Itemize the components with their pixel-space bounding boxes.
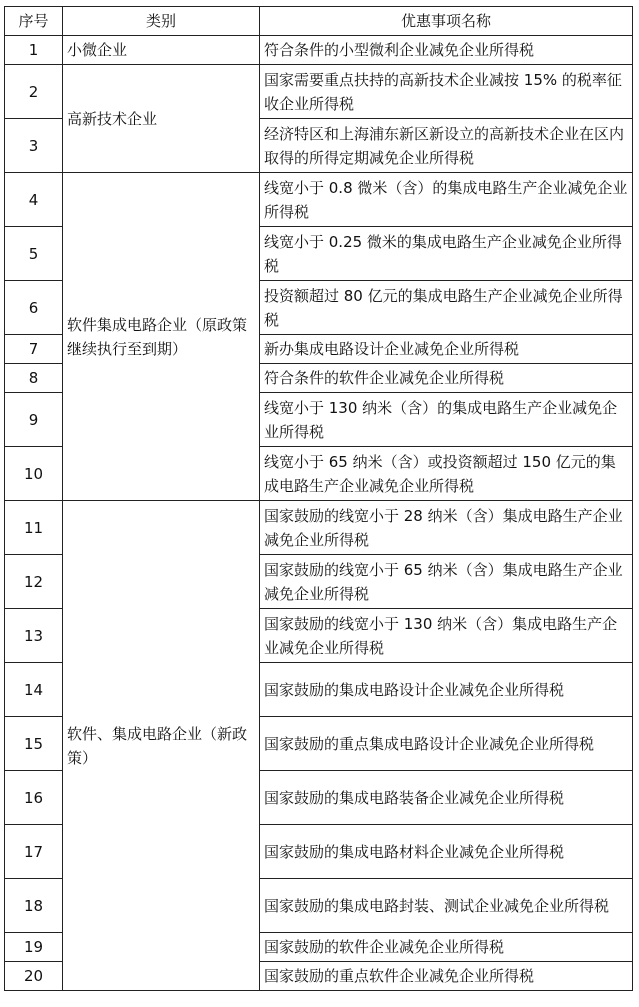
row-seq: 20 [5, 962, 63, 991]
row-name: 线宽小于 130 纳米（含）的集成电路生产企业减免企业所得税 [260, 393, 633, 447]
row-seq: 19 [5, 933, 63, 962]
header-row [5, 7, 633, 36]
row-seq: 4 [5, 173, 63, 227]
row-name: 国家鼓励的重点软件企业减免企业所得税 [260, 962, 633, 991]
row-seq: 17 [5, 825, 63, 879]
category-hightech: 高新技术企业 [63, 65, 260, 173]
row-seq: 11 [5, 501, 63, 555]
row-seq: 10 [5, 447, 63, 501]
row-name: 国家鼓励的线宽小于 65 纳米（含）集成电路生产企业减免企业所得税 [260, 555, 633, 609]
row-name: 国家鼓励的线宽小于 130 纳米（含）集成电路生产企业减免企业所得税 [260, 609, 633, 663]
row-seq: 14 [5, 663, 63, 717]
row-name: 符合条件的小型微利企业减免企业所得税 [260, 36, 633, 65]
row-name: 国家鼓励的线宽小于 28 纳米（含）集成电路生产企业减免企业所得税 [260, 501, 633, 555]
table-row [5, 65, 633, 119]
row-seq: 15 [5, 717, 63, 771]
category-small: 小微企业 [63, 36, 260, 65]
header-seq: 序号 [5, 7, 63, 36]
row-name: 线宽小于 65 纳米（含）或投资额超过 150 亿元的集成电路生产企业减免企业所得税 [260, 447, 633, 501]
table-row [5, 501, 633, 555]
row-name: 国家鼓励的集成电路装备企业减免企业所得税 [260, 771, 633, 825]
header-category: 类别 [63, 7, 260, 36]
row-name: 投资额超过 80 亿元的集成电路生产企业减免企业所得税 [260, 281, 633, 335]
row-name: 经济特区和上海浦东新区新设立的高新技术企业在区内取得的所得定期减免企业所得税 [260, 119, 633, 173]
row-name: 符合条件的软件企业减免企业所得税 [260, 364, 633, 393]
row-name: 线宽小于 0.25 微米的集成电路生产企业减免企业所得税 [260, 227, 633, 281]
table-row [5, 173, 633, 227]
row-name: 线宽小于 0.8 微米（含）的集成电路生产企业减免企业所得税 [260, 173, 633, 227]
row-seq: 6 [5, 281, 63, 335]
header-name: 优惠事项名称 [260, 7, 633, 36]
row-seq: 12 [5, 555, 63, 609]
row-seq: 1 [5, 36, 63, 65]
category-software-old: 软件集成电路企业（原政策继续执行至到期） [63, 173, 260, 501]
row-name: 国家需要重点扶持的高新技术企业减按 15% 的税率征收企业所得税 [260, 65, 633, 119]
row-seq: 3 [5, 119, 63, 173]
row-name: 国家鼓励的集成电路设计企业减免企业所得税 [260, 663, 633, 717]
category-software-new: 软件、集成电路企业（新政策） [63, 501, 260, 991]
row-name: 国家鼓励的软件企业减免企业所得税 [260, 933, 633, 962]
row-seq: 7 [5, 335, 63, 364]
row-seq: 18 [5, 879, 63, 933]
row-seq: 5 [5, 227, 63, 281]
tax-incentive-table [4, 6, 633, 991]
row-seq: 9 [5, 393, 63, 447]
row-name: 国家鼓励的集成电路材料企业减免企业所得税 [260, 825, 633, 879]
row-name: 国家鼓励的重点集成电路设计企业减免企业所得税 [260, 717, 633, 771]
row-name: 新办集成电路设计企业减免企业所得税 [260, 335, 633, 364]
row-seq: 13 [5, 609, 63, 663]
row-seq: 16 [5, 771, 63, 825]
row-name: 国家鼓励的集成电路封装、测试企业减免企业所得税 [260, 879, 633, 933]
row-seq: 8 [5, 364, 63, 393]
table-row [5, 36, 633, 65]
row-seq: 2 [5, 65, 63, 119]
